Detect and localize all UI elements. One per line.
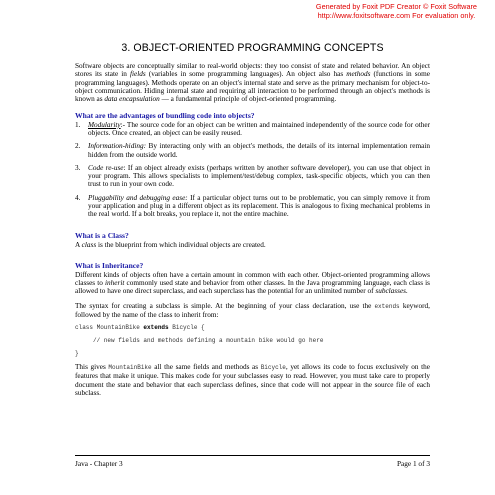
extends-keyword: extends <box>374 302 400 310</box>
code-superclass: Bicycle { <box>168 324 205 332</box>
code-line <box>75 324 430 332</box>
advantages-heading: What are the advantages of bundling code into objects? <box>75 111 255 121</box>
summary-text-3: , yet allows its code to focus exclusively on the features that make it unique. This makes code for your subclasses easy to read. However, you must take care to properly document the state and behavior that each superclass defines, since that code will not appear in the source file of each subclass. <box>75 363 431 397</box>
bicycle-identifier: Bicycle <box>260 364 286 372</box>
mountainbike-identifier: MountainBike <box>108 364 152 372</box>
item-text: :- The source code for an object can be written and maintained independently of the source code for other objects. Once created, an object can be easily reused. <box>88 120 430 138</box>
page-footer <box>75 455 430 468</box>
class-text-2: is the blueprint from which individual objects are created. <box>96 240 266 249</box>
class-paragraph <box>75 241 430 249</box>
item-text: By interacting only with an object's methods, the details of its internal implementation remain hidden from the outside world. <box>88 142 430 159</box>
item-text: If a particular object turns out to be problematic, you can simply remove it from your application and plug in a different object as its replacement. This is analogous to fixing mechanical problems in the real world. If a bolt breaks, you replace it, not the entire machine. <box>88 193 430 219</box>
class-heading: What is a Class? <box>75 231 129 241</box>
code-comment: // new fields and methods defining a mountain bike would go here <box>75 337 324 345</box>
intro-text-3: (functions in some programming languages). Methods operate on an object's internal state and serve as the primary mechanism for object-to-object communication. Hiding internal state and requiring all interaction to be performed through an object's methods is known as <box>75 70 430 103</box>
intro-text-1: Software objects are conceptually similar to real-world objects: they too consist of state and related behavior. An object stores its state in <box>75 62 430 79</box>
watermark-line-1: Generated by Foxit PDF Creator © Foxit Software <box>315 2 477 11</box>
item-number: 4. <box>75 193 81 202</box>
inheritance-text-2: commonly used state and behavior from other classes. In the Java programming language, each class is allowed to have one direct superclass, and each superclass has the potential for an unlimited number of <box>75 279 430 296</box>
item-term: Code re-use <box>88 163 124 172</box>
item-text: : If an object already exists (perhaps written by another software developer), you can use that object in your program. This allows specialists to implement/test/debug complex, task-specific objects, which you can then trust to run in your own code. <box>88 163 430 189</box>
term-encapsulation: data encapsulation <box>104 95 160 103</box>
class-text-1: A <box>75 240 82 249</box>
advantages-list <box>75 121 430 219</box>
list-item <box>75 164 430 189</box>
inheritance-paragraph-3 <box>75 363 430 397</box>
syntax-text-2: keyword, followed by the name of the class to inherit from: <box>75 301 430 319</box>
code-extends: extends <box>143 324 169 332</box>
term-class: class <box>81 240 97 249</box>
intro-text-2: (variables in some programming languages). An object also has <box>145 70 347 79</box>
item-term: Modularity <box>88 120 121 129</box>
footer-chapter: Java - Chapter 3 <box>75 459 123 468</box>
item-number: 1. <box>75 120 81 129</box>
code-block <box>75 324 430 358</box>
list-item <box>75 121 430 138</box>
intro-text-4: — a fundamental principle of object-oriented programming. <box>159 95 337 103</box>
inheritance-paragraph-2 <box>75 302 430 320</box>
document-page <box>75 42 430 397</box>
footer-page-number: Page 1 of 3 <box>396 459 430 468</box>
term-inherit: inherit <box>105 279 125 288</box>
item-number: 2. <box>75 142 81 151</box>
inheritance-paragraph-1 <box>75 271 430 296</box>
item-term: Pluggability and debugging ease: <box>88 193 188 202</box>
list-item <box>75 194 430 219</box>
inheritance-heading: What is Inheritance? <box>75 261 144 271</box>
term-fields: fields <box>130 70 146 79</box>
summary-text-2: all the same fields and methods as <box>151 363 261 372</box>
inheritance-text-1: Different kinds of objects often have a certain amount in common with each other. Object-oriented programming allows classes to <box>75 270 430 288</box>
summary-text-1: This gives <box>75 363 109 372</box>
code-closing-brace: } <box>75 350 79 358</box>
intro-paragraph <box>75 62 430 103</box>
term-methods: methods <box>346 70 371 79</box>
syntax-text-1: The syntax for creating a subclass is simple. At the beginning of your class declaration, use the <box>75 301 375 310</box>
item-term: Information-hiding: <box>88 142 146 151</box>
code-class-decl: class MountainBike <box>75 324 144 332</box>
chapter-title: 3. OBJECT-ORIENTED PROGRAMMING CONCEPTS <box>121 42 384 54</box>
foxit-watermark <box>316 3 477 20</box>
item-number: 3. <box>75 163 81 172</box>
watermark-line-2: http://www.foxitsoftware.com For evaluation only. <box>317 10 476 20</box>
term-subclasses: subclasses. <box>375 287 408 296</box>
list-item <box>75 142 430 159</box>
